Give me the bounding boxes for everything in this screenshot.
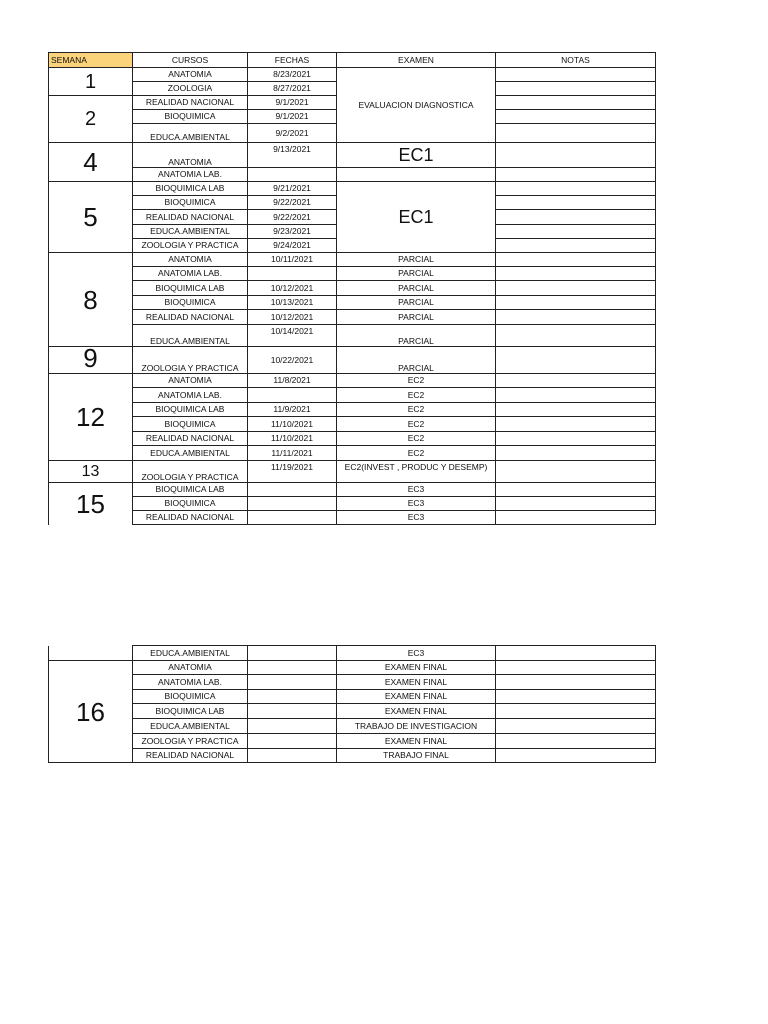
exam-cell: EC2	[337, 374, 496, 388]
exam-cell: EC1	[337, 182, 496, 253]
course-cell: EDUCA.AMBIENTAL	[133, 225, 248, 239]
exam-cell: EC3	[337, 511, 496, 525]
date-cell	[248, 690, 337, 704]
table-row	[49, 388, 656, 403]
course-cell: ZOOLOGIA Y PRACTICA	[133, 734, 248, 749]
week-number: 16	[49, 661, 133, 763]
course-cell: ANATOMIA LAB.	[133, 675, 248, 690]
date-cell: 11/9/2021	[248, 403, 337, 417]
course-cell: ANATOMIA LAB.	[133, 388, 248, 403]
exam-cell: PARCIAL	[337, 310, 496, 325]
course-cell: EDUCA.AMBIENTAL	[133, 719, 248, 734]
exam-cell: EC2	[337, 403, 496, 417]
table-row	[49, 310, 656, 325]
table-row	[49, 661, 656, 675]
notes-cell	[496, 182, 656, 196]
notes-cell	[496, 497, 656, 511]
notes-cell	[496, 461, 656, 483]
exam-cell: PARCIAL	[337, 281, 496, 296]
table-row	[49, 374, 656, 388]
course-cell: REALIDAD NACIONAL	[133, 749, 248, 763]
week-number: 9	[49, 347, 133, 374]
header-row	[49, 53, 656, 68]
notes-cell	[496, 661, 656, 675]
schedule-table-2	[48, 645, 656, 763]
schedule-table-1	[48, 52, 656, 525]
header-examen: EXAMEN	[337, 53, 496, 68]
week-number: 5	[49, 182, 133, 253]
table-row	[49, 690, 656, 704]
notes-cell	[496, 96, 656, 110]
date-cell: 11/11/2021	[248, 446, 337, 461]
table-row	[49, 182, 656, 196]
notes-cell	[496, 143, 656, 168]
notes-cell	[496, 690, 656, 704]
course-cell: REALIDAD NACIONAL	[133, 511, 248, 525]
course-cell: ZOOLOGIA Y PRACTICA	[133, 239, 248, 253]
exam-cell: EC2	[337, 388, 496, 403]
exam-cell: PARCIAL	[337, 325, 496, 347]
exam-cell: TRABAJO DE INVESTIGACION	[337, 719, 496, 734]
date-cell	[248, 511, 337, 525]
notes-cell	[496, 646, 656, 661]
notes-cell	[496, 196, 656, 210]
course-cell: BIOQUIMICA LAB	[133, 281, 248, 296]
date-cell	[248, 497, 337, 511]
date-cell: 8/23/2021	[248, 68, 337, 82]
exam-cell: PARCIAL	[337, 347, 496, 374]
exam-cell: EXAMEN FINAL	[337, 704, 496, 719]
week-number: 15	[49, 483, 133, 525]
exam-cell: PARCIAL	[337, 267, 496, 281]
table-row	[49, 281, 656, 296]
notes-cell	[496, 124, 656, 143]
date-cell: 10/14/2021	[248, 325, 337, 347]
course-cell: ANATOMIA	[133, 143, 248, 168]
date-cell: 9/22/2021	[248, 196, 337, 210]
course-cell: ZOOLOGIA	[133, 82, 248, 96]
table-row	[49, 143, 656, 168]
course-cell: BIOQUIMICA	[133, 196, 248, 210]
date-cell: 9/22/2021	[248, 210, 337, 225]
course-cell: EDUCA.AMBIENTAL	[133, 124, 248, 143]
date-cell: 11/10/2021	[248, 417, 337, 432]
table-row	[49, 168, 656, 182]
date-cell: 11/19/2021	[248, 461, 337, 483]
notes-cell	[496, 281, 656, 296]
exam-cell: PARCIAL	[337, 253, 496, 267]
notes-cell	[496, 267, 656, 281]
exam-cell	[337, 168, 496, 182]
week-number: 13	[49, 461, 133, 483]
date-cell	[248, 704, 337, 719]
course-cell: ANATOMIA LAB.	[133, 168, 248, 182]
notes-cell	[496, 511, 656, 525]
exam-cell: EVALUACION DIAGNOSTICA	[337, 68, 496, 143]
date-cell: 9/13/2021	[248, 143, 337, 168]
course-cell: ZOOLOGIA Y PRACTICA	[133, 461, 248, 483]
date-cell: 10/13/2021	[248, 296, 337, 310]
table-row	[49, 296, 656, 310]
date-cell: 9/1/2021	[248, 110, 337, 124]
course-cell: REALIDAD NACIONAL	[133, 210, 248, 225]
course-cell: ANATOMIA	[133, 68, 248, 82]
table-row	[49, 719, 656, 734]
notes-cell	[496, 734, 656, 749]
exam-cell: EXAMEN FINAL	[337, 675, 496, 690]
notes-cell	[496, 704, 656, 719]
date-cell	[248, 646, 337, 661]
date-cell	[248, 749, 337, 763]
notes-cell	[496, 417, 656, 432]
date-cell	[248, 168, 337, 182]
notes-cell	[496, 675, 656, 690]
table-row	[49, 483, 656, 497]
exam-cell: PARCIAL	[337, 296, 496, 310]
notes-cell	[496, 388, 656, 403]
course-cell: ANATOMIA	[133, 374, 248, 388]
notes-cell	[496, 347, 656, 374]
week-number	[49, 646, 133, 661]
table-row	[49, 347, 656, 374]
course-cell: BIOQUIMICA	[133, 417, 248, 432]
course-cell: ANATOMIA	[133, 661, 248, 675]
exam-cell: EC3	[337, 483, 496, 497]
notes-cell	[496, 310, 656, 325]
table-row	[49, 749, 656, 763]
week-number: 4	[49, 143, 133, 182]
table-row	[49, 704, 656, 719]
notes-cell	[496, 68, 656, 82]
date-cell: 8/27/2021	[248, 82, 337, 96]
course-cell: ZOOLOGIA Y PRACTICA	[133, 347, 248, 374]
notes-cell	[496, 446, 656, 461]
date-cell: 9/23/2021	[248, 225, 337, 239]
notes-cell	[496, 296, 656, 310]
date-cell	[248, 388, 337, 403]
date-cell	[248, 734, 337, 749]
notes-cell	[496, 325, 656, 347]
course-cell: BIOQUIMICA LAB	[133, 704, 248, 719]
exam-cell: EC2	[337, 432, 496, 446]
header-fechas: FECHAS	[248, 53, 337, 68]
table-row	[49, 403, 656, 417]
date-cell	[248, 719, 337, 734]
exam-cell: TRABAJO FINAL	[337, 749, 496, 763]
course-cell: BIOQUIMICA	[133, 690, 248, 704]
course-cell: REALIDAD NACIONAL	[133, 432, 248, 446]
exam-cell: EC2	[337, 446, 496, 461]
course-cell: BIOQUIMICA LAB	[133, 403, 248, 417]
table-row	[49, 497, 656, 511]
week-number: 12	[49, 374, 133, 461]
table-row	[49, 646, 656, 661]
exam-cell: EC2	[337, 417, 496, 432]
course-cell: EDUCA.AMBIENTAL	[133, 446, 248, 461]
date-cell	[248, 267, 337, 281]
header-notas: NOTAS	[496, 53, 656, 68]
notes-cell	[496, 483, 656, 497]
date-cell: 9/21/2021	[248, 182, 337, 196]
date-cell: 10/22/2021	[248, 347, 337, 374]
notes-cell	[496, 432, 656, 446]
course-cell: EDUCA.AMBIENTAL	[133, 646, 248, 661]
course-cell: REALIDAD NACIONAL	[133, 96, 248, 110]
notes-cell	[496, 225, 656, 239]
notes-cell	[496, 253, 656, 267]
table-row	[49, 417, 656, 432]
table-row	[49, 675, 656, 690]
exam-cell: EC1	[337, 143, 496, 168]
table-row	[49, 253, 656, 267]
table-row	[49, 461, 656, 483]
header-cursos: CURSOS	[133, 53, 248, 68]
date-cell: 11/8/2021	[248, 374, 337, 388]
course-cell: BIOQUIMICA	[133, 497, 248, 511]
course-cell: EDUCA.AMBIENTAL	[133, 325, 248, 347]
notes-cell	[496, 168, 656, 182]
course-cell: BIOQUIMICA	[133, 110, 248, 124]
date-cell: 9/1/2021	[248, 96, 337, 110]
exam-cell: EC3	[337, 646, 496, 661]
header-semana: SEMANA	[49, 53, 133, 68]
date-cell: 11/10/2021	[248, 432, 337, 446]
notes-cell	[496, 403, 656, 417]
notes-cell	[496, 374, 656, 388]
exam-cell: EC3	[337, 497, 496, 511]
notes-cell	[496, 749, 656, 763]
exam-cell: EXAMEN FINAL	[337, 661, 496, 675]
exam-cell: EXAMEN FINAL	[337, 690, 496, 704]
course-cell: BIOQUIMICA	[133, 296, 248, 310]
date-cell: 10/12/2021	[248, 281, 337, 296]
table-row	[49, 446, 656, 461]
course-cell: BIOQUIMICA LAB	[133, 483, 248, 497]
table-row	[49, 68, 656, 82]
date-cell	[248, 675, 337, 690]
course-cell: BIOQUIMICA LAB	[133, 182, 248, 196]
course-cell: REALIDAD NACIONAL	[133, 310, 248, 325]
exam-cell: EXAMEN FINAL	[337, 734, 496, 749]
notes-cell	[496, 210, 656, 225]
notes-cell	[496, 110, 656, 124]
date-cell: 10/12/2021	[248, 310, 337, 325]
table-row	[49, 734, 656, 749]
date-cell: 9/24/2021	[248, 239, 337, 253]
notes-cell	[496, 719, 656, 734]
course-cell: ANATOMIA	[133, 253, 248, 267]
table-row	[49, 267, 656, 281]
week-number: 2	[49, 96, 133, 143]
exam-cell: EC2(INVEST , PRODUC Y DESEMP)	[337, 461, 496, 483]
date-cell: 9/2/2021	[248, 124, 337, 143]
date-cell: 10/11/2021	[248, 253, 337, 267]
notes-cell	[496, 82, 656, 96]
table-row	[49, 511, 656, 525]
notes-cell	[496, 239, 656, 253]
week-number: 1	[49, 68, 133, 96]
week-number: 8	[49, 253, 133, 347]
table-row	[49, 432, 656, 446]
course-cell: ANATOMIA LAB.	[133, 267, 248, 281]
table-row	[49, 325, 656, 347]
date-cell	[248, 661, 337, 675]
date-cell	[248, 483, 337, 497]
